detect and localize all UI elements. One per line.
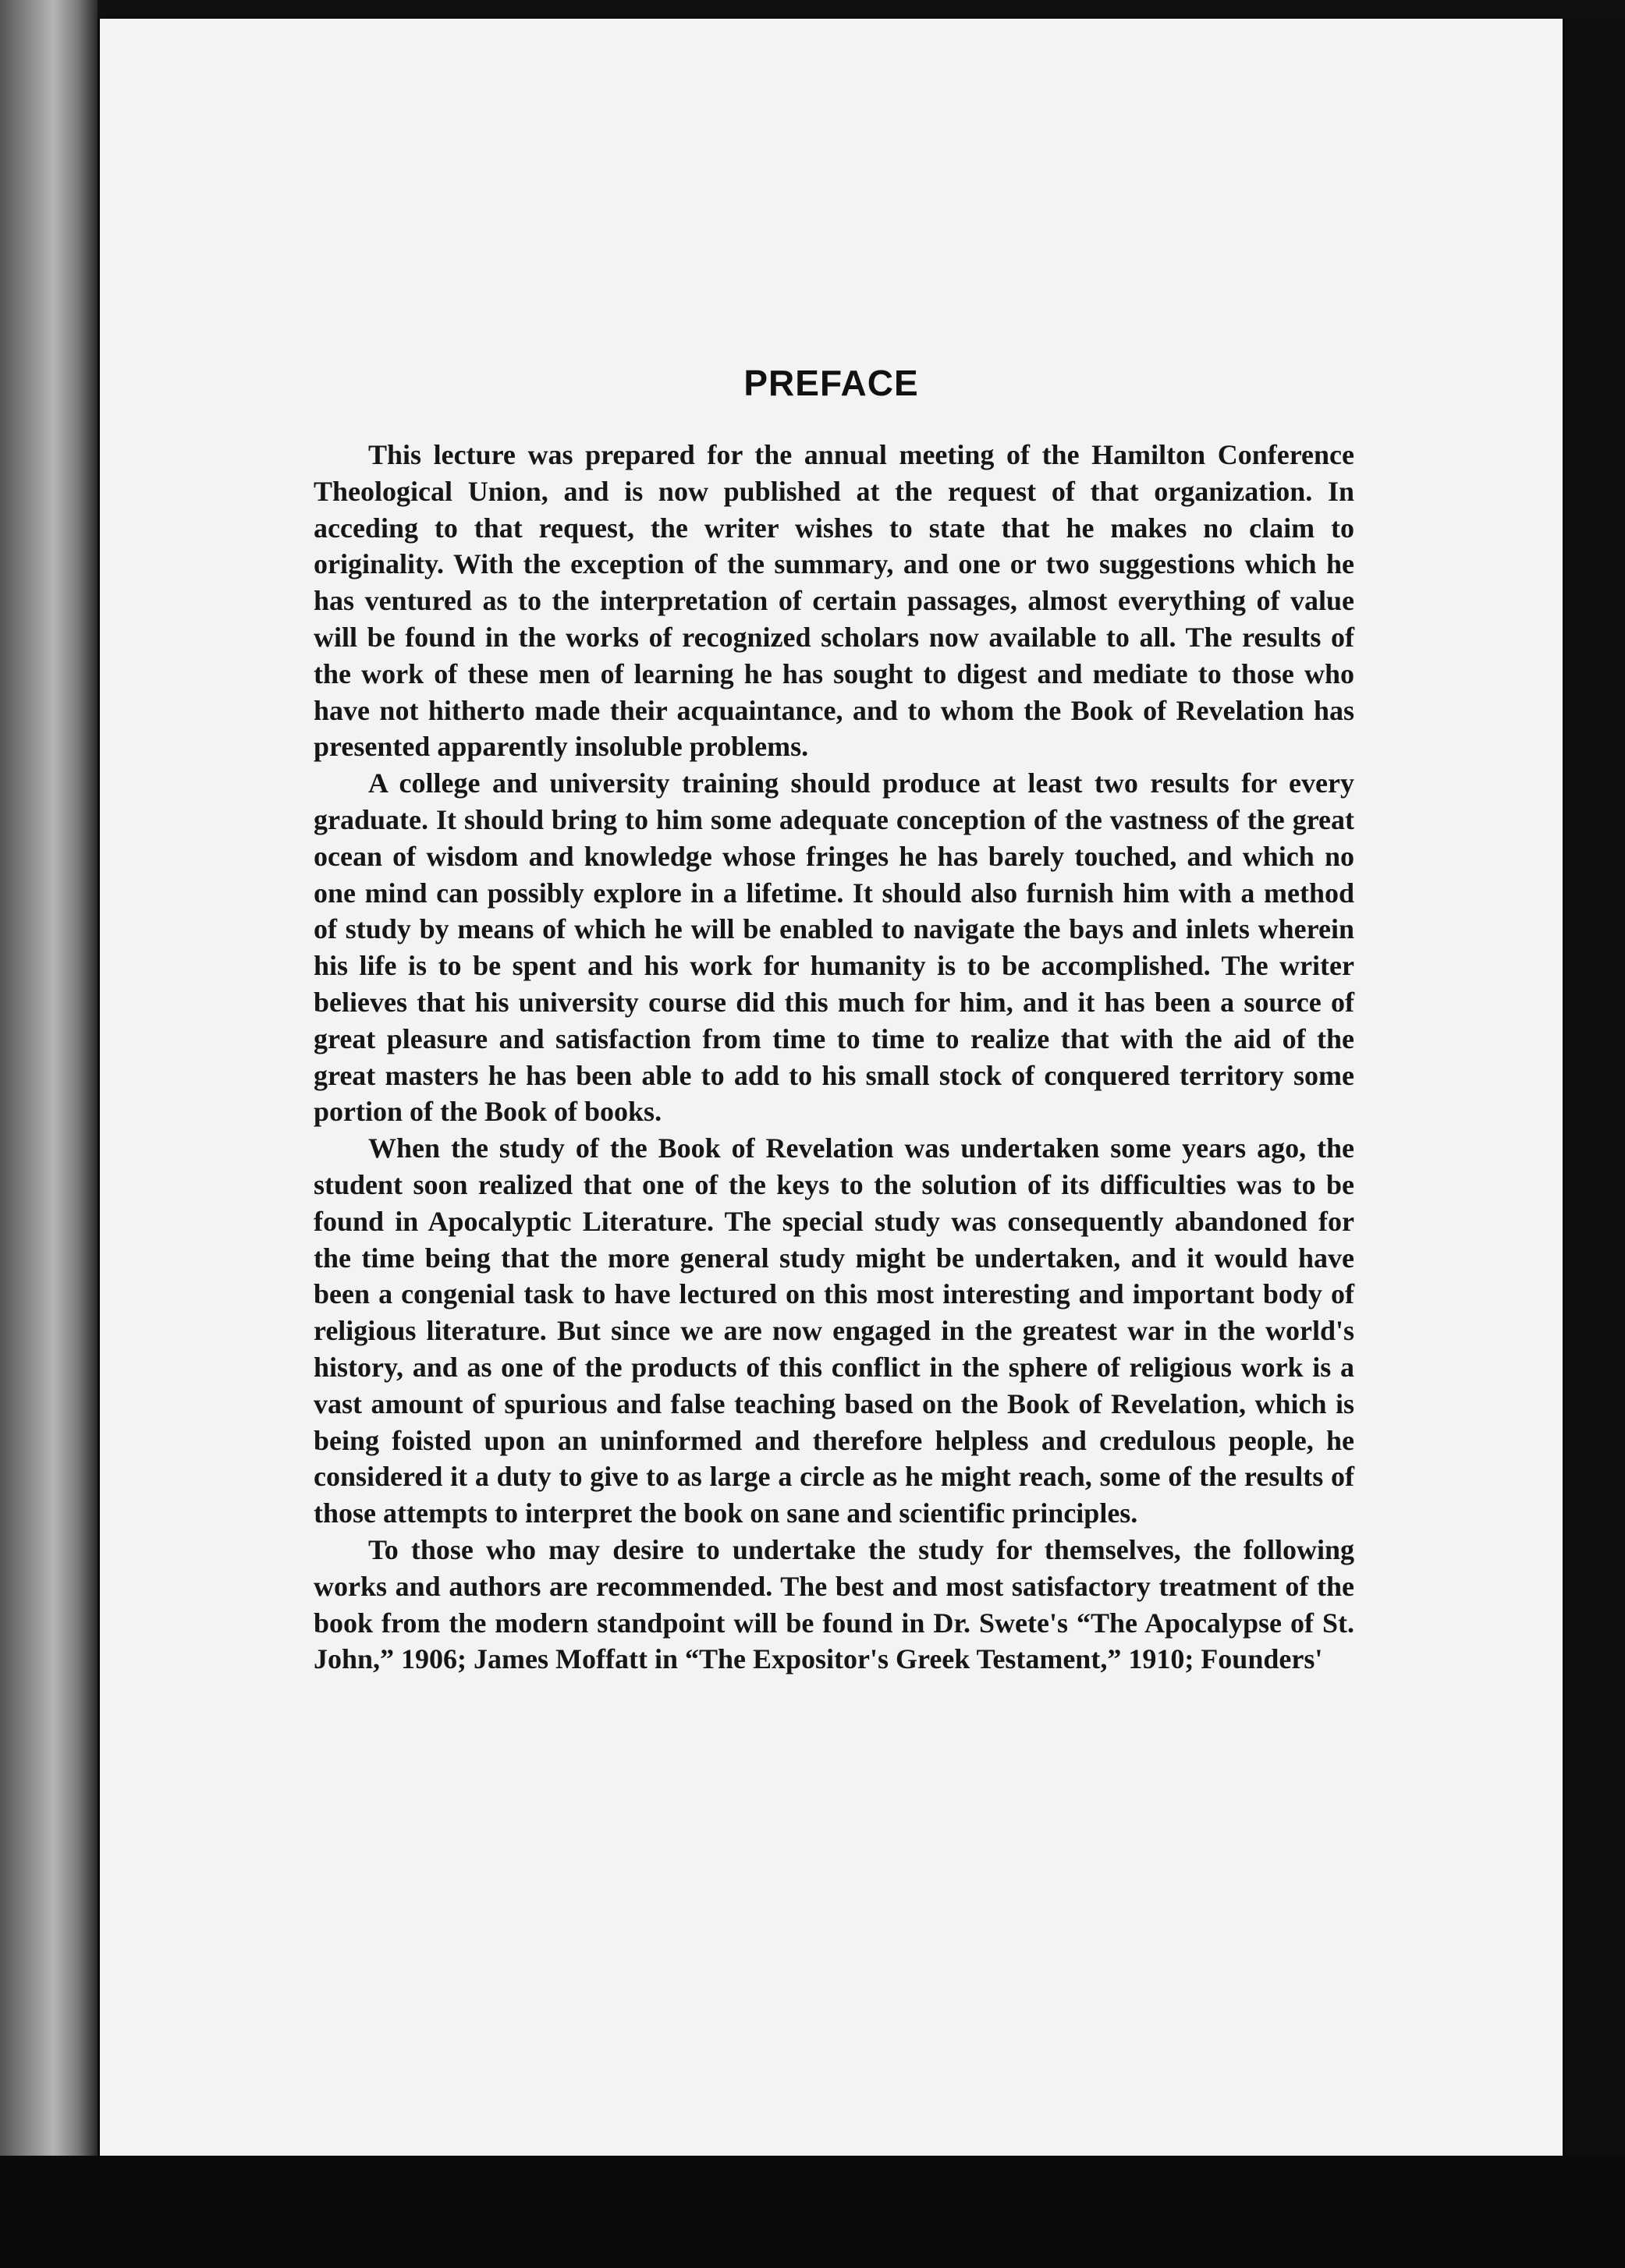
preface-body [314,437,1354,1678]
paragraph-1: This lecture was prepared for the annual meeting of the Hamilton Conference Theological Union, and is now published at the request of that organization. In acceding to that request, the writer wishes to state that he makes no claim to originality. With the exception of the summary, and one or two suggestions which he has ventured as to the interpretation of certain passages, almost everything of value will be found in the works of recognized scholars now available to all. The results of the work of these men of learning he has sought to digest and mediate to those who have not hitherto made their acquaintance, and to whom the Book of Revelation has presented apparently insoluble problems. [314,439,1354,763]
scan-top-border [98,0,1625,19]
binding-edge [0,0,98,2268]
paragraph-2: A college and university training should produce at least two results for every graduate. It should bring to him some adequate conception of the vastness of the great ocean of wisdom and knowledge whose fringes he has barely touched, and which no one mind can possibly explore in a lifetime. It should also furnish him with a method of study by means of which he will be enabled to navigate the bays and inlets wherein his life is to be spent and his work for humanity is to be accomplished. The writer believes that his university course did this much for him, and it has been a source of great pleasure and satisfaction from time to time to realize that with the aid of the great masters he has been able to add to his small stock of conquered territory some portion of the Book of books. [314,767,1354,1128]
paragraph-3: When the study of the Book of Revelation was undertaken some years ago, the student soon realized that one of the keys to the solution of its difficulties was to be found in Apocalyptic Literature. The special study was consequently abandoned for the time being that the more general study might be undertaken, and it would have been a congenial task to have lectured on this most interesting and important body of religious literature. But since we are now engaged in the greatest war in the world's history, and as one of the products of this conflict in the sphere of religious work is a vast amount of spurious and false teaching based on the Book of Revelation, which is being foisted upon an uninformed and therefore helpless and credulous people, he considered it a duty to give to as large a circle as he might reach, some of the results of those attempts to interpret the book on sane and scientific principles. [314,1132,1354,1529]
page-title: PREFACE [743,363,919,403]
paragraph-4: To those who may desire to undertake the study for themselves, the following works and authors are recommended. The best and most satisfactory treatment of the book from the modern standpoint will be found in Dr. Swete's “The Apocalypse of St. John,” 1906; James Moffatt in “The Expositor's Greek Testament,” 1910; Founders' [314,1533,1354,1675]
scan-bottom-border [0,2156,1625,2268]
document-page [100,19,1563,2156]
